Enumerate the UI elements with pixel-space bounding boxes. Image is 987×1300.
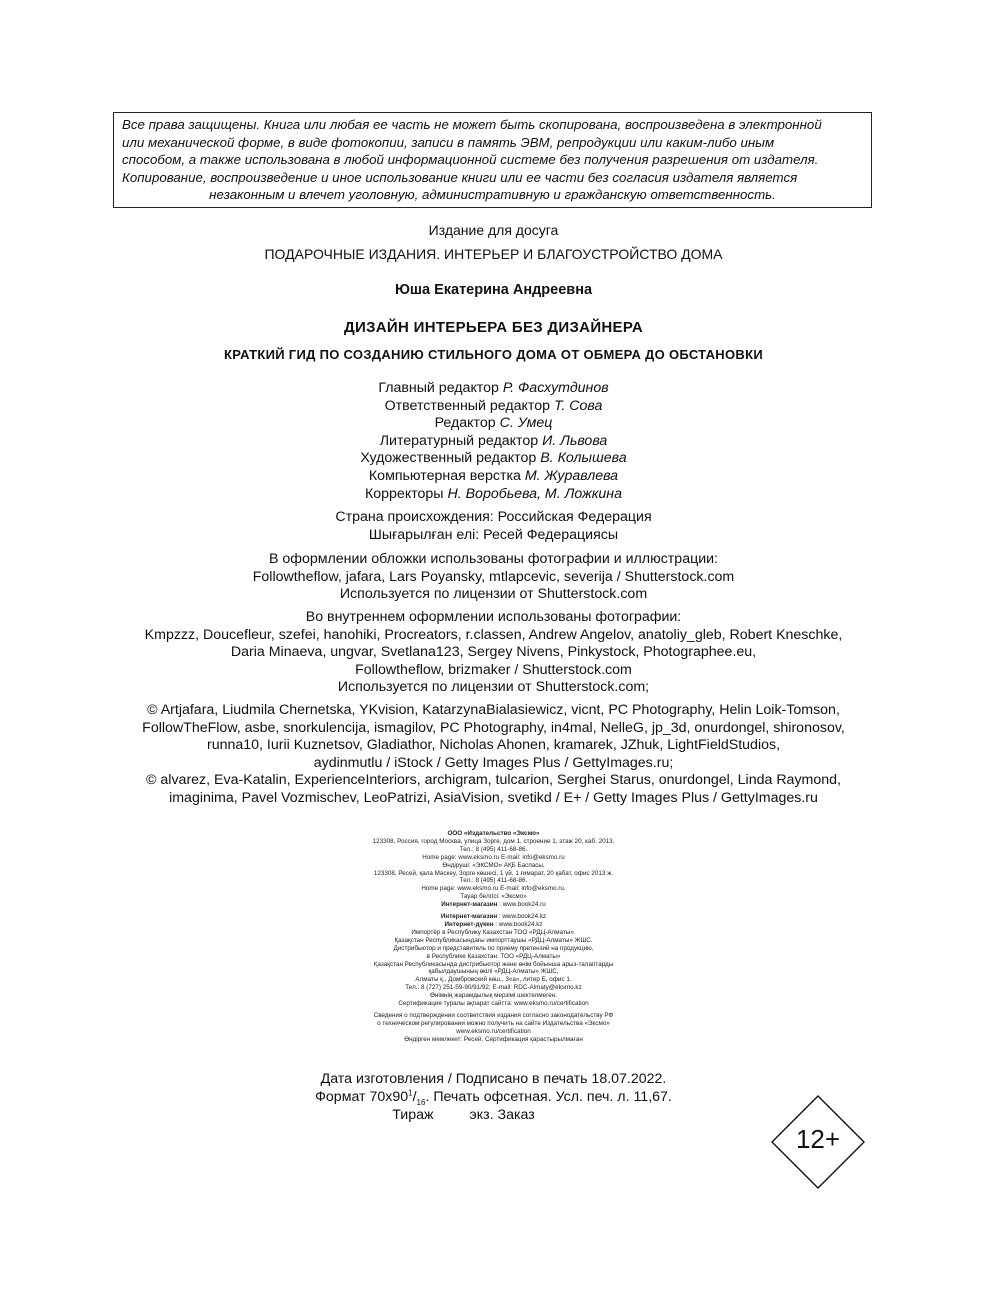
credit-person: В. Колышева: [540, 450, 627, 467]
rights-notice-last-line: незаконным и влечет уголовную, административную и гражданскую ответственность.: [209, 187, 776, 203]
imprint-line: Тел.: 8 (727) 251-59-90/91/92; E-mail: RDC-Almaty@eksmo.kz: [405, 984, 582, 992]
imprint-line: Дистрибьютор и представитель по приему претензий на продукцию,: [393, 944, 594, 952]
imprint-shop-line: [0, 921, 987, 929]
imprint-shop-url: : www.book24.kz: [497, 913, 547, 921]
credit-line: [0, 468, 987, 486]
credit-role: Редактор: [434, 415, 496, 432]
getty-photos-block: [0, 702, 987, 808]
format-prefix: Формат 70x90: [315, 1089, 409, 1105]
rights-notice-line: Все права защищены. Книга или любая ее часть не может быть скопирована, воспроизведена в электронной: [122, 117, 822, 132]
cover-photos-block: [0, 551, 987, 604]
imprint-line: в Республике Казахстан: ТОО «РДЦ-Алматы»: [426, 952, 561, 960]
print-date: Дата изготовления / Подписано в печать 18.07.2022.: [320, 1071, 667, 1087]
inner-photos-block: [0, 609, 987, 697]
credit-line: [0, 415, 987, 433]
imprint-shop-label: Интернет-магазин: [441, 901, 498, 909]
origin-line: Шығарылған елі: Ресей Федерациясы: [368, 526, 619, 543]
imprint-line: www.eksmo.ru/certification: [456, 1027, 531, 1035]
rights-notice-line: или механической форме, в виде фотокопии, записи в память ЭВМ, репродукции или каким-либо иным: [122, 134, 775, 150]
getty-photos-line: runna10, Iurii Kuznetsov, Gladiathor, Nicholas Ahonen, kramarek, JZhuk, LightFieldStudios,: [206, 737, 781, 754]
imprint-line: о техническом регулировании можно получить на сайте Издательства «Эксмо»: [377, 1019, 610, 1027]
imprint-shop-url: : www.book24.kz: [493, 920, 543, 928]
imprint-line: Қазақстан Республикасында дистрибьютор және өнім бойынша арыз-талаптарды: [373, 960, 614, 968]
credit-person: Н. Воробьева, М. Ложкина: [447, 485, 622, 502]
credit-person: И. Львова: [542, 432, 608, 449]
imprint-line: Өндірген мемлекет: Ресей. Сертификация қарастырылмаған: [404, 1035, 583, 1043]
getty-photos-line: imaginima, Pavel Vozmischev, LeoPatrizi, AsiaVision, svetikd / E+ / Getty Images Plus / GettyImages.ru: [169, 789, 818, 806]
author-name: Юша Екатерина Андреевна: [394, 282, 593, 298]
editorial-credits: [0, 380, 987, 503]
credit-role: Художественный редактор: [360, 450, 537, 467]
cover-photos-line: Followtheflow, jafara, Lars Poyansky, mtlapcevic, severija / Shutterstock.com: [252, 568, 735, 585]
series-title: ПОДАРОЧНЫЕ ИЗДАНИЯ. ИНТЕРЬЕР И БЛАГОУСТРОЙСТВО ДОМА: [264, 246, 723, 262]
imprint-publisher: ООО «Издательство «Эксмо»: [447, 830, 540, 837]
publisher-imprint: [0, 830, 987, 1044]
inner-photos-line: Kmpzzz, Doucefleur, szefei, hanohiki, Procreators, r.classen, Andrew Angelov, anatoliy_gleb, Robert Kneschke,: [144, 626, 843, 643]
inner-photos-line: Во внутреннем оформлении использованы фотографии:: [305, 609, 682, 625]
rights-notice: [113, 112, 872, 208]
credit-line: [0, 433, 987, 451]
imprint-line: Тел.: 8 (495) 411-68-86.: [459, 877, 528, 885]
imprint-line: Алматы қ., Домбровский көш., 3«а», литер Б, офис 1.: [415, 976, 572, 984]
format-slash: /: [412, 1089, 417, 1105]
imprint-line: Тауар белгісі: «Эксмо»: [460, 893, 527, 901]
credit-role: Корректоры: [365, 485, 444, 502]
format-sub: 16: [416, 1097, 426, 1107]
origin-line: Страна происхождения: Российская Федерация: [335, 509, 652, 525]
imprint-line: Өнімнің жарамдылық мерзімі шектелмеген.: [429, 992, 558, 1000]
age-rating-text: 12+: [795, 1124, 841, 1154]
rights-notice-line: Копирование, воспроизведение и иное использование книги или ее части без согласия издателя является: [122, 169, 798, 185]
book-title: ДИЗАЙН ИНТЕРЬЕРА БЕЗ ДИЗАЙНЕРА: [344, 319, 643, 336]
age-rating-badge: [771, 1095, 865, 1189]
getty-photos-line: © alvarez, Eva-Katalin, ExperienceInteriors, archigram, tulcarion, Serghei Starus, onurdongel, Linda Raymond,: [146, 772, 841, 789]
credit-role: Ответственный редактор: [384, 397, 550, 414]
run-label: Тираж: [392, 1107, 434, 1123]
imprint-shop-url: : www.book24.ru: [497, 901, 546, 909]
credit-person: Т. Сова: [553, 397, 603, 414]
rights-notice-line: способом, а также использована в любой информационной системе без получения разрешения от издателя.: [122, 152, 819, 168]
imprint-line: Home page: www.eksmo.ru E-mail: info@eksmo.ru.: [421, 885, 566, 893]
credit-role: Компьютерная верстка: [368, 467, 521, 484]
origin-block: [0, 509, 987, 544]
imprint-shop-label: Интернет-дүкен: [444, 920, 494, 928]
imprint-shop-line: [0, 901, 987, 909]
imprint-line: Тел.: 8 (495) 411-68-86.: [459, 845, 528, 853]
imprint-line: 123308, Россия, город Москва, улица Зорге, дом 1, строение 1, этаж 20, каб. 2013.: [372, 837, 615, 845]
credit-line: [0, 398, 987, 416]
book-subtitle: КРАТКИЙ ГИД ПО СОЗДАНИЮ СТИЛЬНОГО ДОМА ОТ ОБМЕРА ДО ОБСТАНОВКИ: [224, 347, 763, 362]
imprint-line: Өндіруші: «ЭКСМО» АҚБ Баспасы,: [442, 861, 545, 869]
getty-photos-line: aydinmutlu / iStock / Getty Images Plus / GettyImages.ru;: [313, 754, 674, 771]
inner-photos-line: Daria Minaeva, ungvar, Svetlana123, Sergey Nivens, Pinkystock, Photographee.eu,: [230, 644, 757, 661]
format-suffix: . Печать офсетная. Усл. печ. л. 11,67.: [425, 1089, 672, 1105]
imprint-line: Импортёр в Республику Казахстан ТОО «РДЦ-Алматы».: [411, 928, 576, 936]
imprint-line: Home page: www.eksmo.ru E-mail: info@eksmo.ru: [422, 853, 565, 861]
cover-photos-line: Используется по лицензии от Shutterstock.com: [339, 586, 648, 603]
edition-type: Издание для досуга: [428, 222, 559, 238]
getty-photos-line: © Artjafara, Liudmila Chernetska, YKvision, KatarzynaBialasiewicz, vicnt, PC Photography, Helin Loik-Tomson,: [147, 702, 840, 718]
imprint-line: Қазақстан Республикасындағы импорттаушы «РДЦ-Алматы» ЖШС.: [394, 936, 593, 944]
credit-line: [0, 486, 987, 504]
cover-photos-line: В оформлении обложки использованы фотографии и иллюстрации:: [268, 551, 719, 567]
order-label: экз. Заказ: [469, 1107, 535, 1123]
credit-person: С. Умец: [499, 415, 553, 432]
imprint-line: 123308, Ресей, қала Мәскеу, Зорге көшесі, 1 үй, 1 ғимарат, 20 қабат, офис 2013 ж.: [373, 869, 614, 877]
imprint-line: қабылдаушының өкілі «РДЦ-Алматы» ЖШС,: [428, 968, 559, 976]
format-sup: 1: [408, 1088, 413, 1098]
credit-line: [0, 450, 987, 468]
inner-photos-line: Followtheflow, brizmaker / Shutterstock.com: [355, 661, 632, 678]
credit-role: Литературный редактор: [379, 432, 539, 449]
inner-photos-line: Используется по лицензии от Shutterstock.com;: [337, 679, 650, 696]
credit-person: Р. Фасхутдинов: [502, 380, 609, 396]
imprint-shop-label: Интернет-магазин: [440, 913, 498, 921]
credit-person: М. Журавлева: [524, 467, 619, 484]
getty-photos-line: FollowTheFlow, asbe, snorkulencija, ismagilov, PC Photography, in4mal, NelleG, jp_3d, onurdongel, shironosov,: [142, 719, 845, 736]
credit-line: [0, 380, 987, 398]
imprint-shop-line: [0, 913, 987, 921]
imprint-line: Сведения о подтверждении соответствия издания согласно законодательству РФ: [373, 1011, 614, 1019]
imprint-line: Сертификация туралы ақпарат сайтта: www.eksmo.ru/certification: [398, 1000, 589, 1008]
credit-role: Главный редактор: [378, 380, 499, 396]
